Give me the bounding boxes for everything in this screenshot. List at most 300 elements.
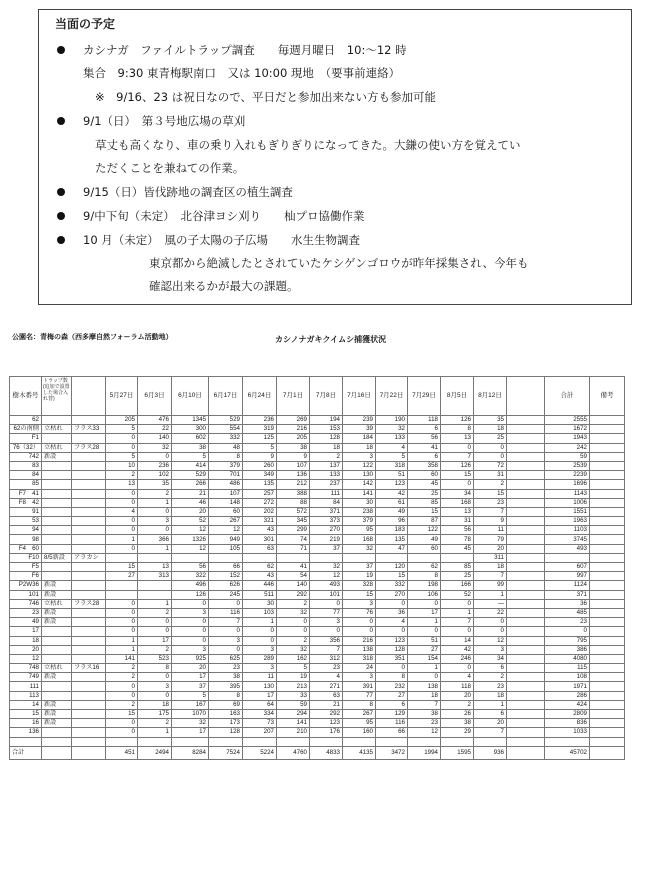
table-cell: 20: [474, 719, 507, 728]
schedule-line: 9/1（日） 第３号地広場の草刈: [83, 114, 246, 128]
table-cell: 5: [172, 691, 209, 700]
table-cell: 7: [209, 618, 243, 627]
table-cell: 0: [376, 599, 408, 608]
table-row: [10, 719, 625, 728]
table-cell: 1: [408, 664, 441, 673]
table-cell: [209, 737, 243, 746]
table-cell: 1326: [172, 535, 209, 544]
table-row: [10, 526, 625, 535]
table-cell: 37: [172, 682, 209, 691]
table-cell: [138, 581, 172, 590]
table-cell: 142: [343, 480, 376, 489]
table-cell: 141: [277, 719, 310, 728]
table-cell: 0: [138, 507, 172, 516]
table-cell: 246: [441, 654, 474, 663]
table-cell: 0: [106, 682, 138, 691]
table-cell: 18: [138, 700, 172, 709]
table-cell: 266: [172, 480, 209, 489]
table-cell: 205: [106, 416, 138, 425]
table-cell: [590, 471, 625, 480]
table-cell: 15: [474, 489, 507, 498]
table-cell: 257: [243, 489, 277, 498]
table-cell: 25: [441, 572, 474, 581]
table-cell: 0: [209, 627, 243, 636]
table-cell: [590, 645, 625, 654]
table-cell: 13: [441, 434, 474, 443]
table-cell: 242: [545, 443, 590, 452]
table-cell: [590, 544, 625, 553]
table-cell: 4080: [545, 654, 590, 663]
table-cell: [590, 563, 625, 572]
schedule-line: 9/中下旬（未定） 北谷津ヨシ刈り 杣プロ協働作業: [83, 209, 365, 223]
table-cell: 73: [243, 719, 277, 728]
table-cell: 0: [138, 627, 172, 636]
table-cell: 60: [408, 471, 441, 480]
table-cell: [590, 728, 625, 737]
column-header: 8月5日: [441, 377, 474, 416]
table-cell: 207: [243, 728, 277, 737]
table-cell: 32: [138, 443, 172, 452]
table-cell: 3: [343, 599, 376, 608]
table-cell: 395: [209, 682, 243, 691]
table-cell: [507, 627, 545, 636]
table-cell: 334: [243, 710, 277, 719]
table-cell: 391: [343, 682, 376, 691]
table-cell: 168: [441, 498, 474, 507]
table-cell: 31: [474, 471, 507, 480]
table-cell: 76: [343, 608, 376, 617]
tree-id-cell: 136: [10, 728, 42, 737]
table-cell: 523: [138, 654, 172, 663]
table-cell: 12: [408, 728, 441, 737]
table-cell: 新設: [42, 673, 72, 682]
table-cell: 2: [138, 608, 172, 617]
bullet-icon: [57, 212, 65, 220]
table-cell: [507, 728, 545, 737]
table-cell: 7: [474, 572, 507, 581]
table-cell: 118: [408, 416, 441, 425]
table-cell: [590, 664, 625, 673]
tree-id-cell: 12: [10, 654, 42, 663]
table-cell: 0: [376, 664, 408, 673]
table-cell: 56: [172, 563, 209, 572]
table-cell: [408, 553, 441, 562]
table-cell: 529: [172, 471, 209, 480]
table-cell: 0: [310, 627, 343, 636]
table-cell: 3: [172, 645, 209, 654]
table-cell: [545, 737, 590, 746]
table-cell: 2: [474, 673, 507, 682]
table-row: [10, 452, 625, 461]
column-header: 合計: [545, 377, 590, 416]
table-cell: 3: [343, 673, 376, 682]
table-cell: フラス28: [72, 599, 106, 608]
table-cell: [507, 498, 545, 507]
schedule-line: 集合 9:30 東青梅駅南口 又は 10:00 現地 （要事前連絡）: [83, 66, 401, 80]
table-cell: 59: [545, 452, 590, 461]
table-cell: [507, 618, 545, 627]
table-cell: 61: [376, 498, 408, 507]
table-cell: [72, 590, 106, 599]
table-cell: 122: [408, 526, 441, 535]
tree-id-cell: 14: [10, 700, 42, 709]
table-cell: 0: [545, 627, 590, 636]
table-cell: 107: [277, 461, 310, 470]
table-cell: [507, 746, 545, 759]
table-cell: 118: [441, 682, 474, 691]
table-cell: [590, 590, 625, 599]
table-cell: 63: [243, 544, 277, 553]
table-cell: 88: [277, 498, 310, 507]
table-cell: 414: [172, 461, 209, 470]
capture-table: [9, 376, 625, 760]
table-cell: 1070: [172, 710, 209, 719]
table-cell: [507, 691, 545, 700]
column-header: 6月3日: [138, 377, 172, 416]
table-cell: [507, 572, 545, 581]
table-cell: 0: [106, 544, 138, 553]
table-cell: 84: [310, 498, 343, 507]
table-cell: 15: [106, 710, 138, 719]
table-cell: [42, 498, 72, 507]
table-cell: 4135: [343, 746, 376, 759]
table-cell: 12: [172, 544, 209, 553]
table-cell: 62: [408, 563, 441, 572]
table-cell: [72, 452, 106, 461]
table-cell: 267: [343, 710, 376, 719]
table-cell: [277, 553, 310, 562]
table-cell: 936: [474, 746, 507, 759]
table-cell: 59: [277, 700, 310, 709]
table-cell: 8: [138, 664, 172, 673]
table-cell: 126: [441, 461, 474, 470]
table-cell: 701: [209, 471, 243, 480]
table-cell: 32: [310, 563, 343, 572]
table-row: [10, 700, 625, 709]
table-cell: 0: [277, 618, 310, 627]
table-row: [10, 461, 625, 470]
table-cell: 111: [310, 489, 343, 498]
table-cell: 37: [310, 544, 343, 553]
table-row: [10, 590, 625, 599]
column-header: [72, 377, 106, 416]
table-cell: 1: [138, 498, 172, 507]
schedule-line: 10 月（未定） 風の子太陽の子広場 水生生物調査: [83, 233, 361, 247]
table-cell: 4: [310, 673, 343, 682]
table-cell: 11: [243, 673, 277, 682]
table-cell: 19: [343, 572, 376, 581]
table-cell: 424: [545, 700, 590, 709]
table-cell: 2: [106, 673, 138, 682]
table-cell: [507, 563, 545, 572]
table-cell: 2: [277, 636, 310, 645]
table-cell: 2539: [545, 461, 590, 470]
column-header: [507, 377, 545, 416]
table-cell: [72, 507, 106, 516]
table-cell: 78: [441, 535, 474, 544]
table-cell: [590, 581, 625, 590]
table-cell: [310, 553, 343, 562]
table-cell: 176: [310, 728, 343, 737]
table-cell: 95: [343, 719, 376, 728]
table-cell: [590, 425, 625, 434]
table-cell: 27: [376, 691, 408, 700]
table-cell: 602: [172, 434, 209, 443]
table-cell: [507, 416, 545, 425]
table-cell: 135: [243, 480, 277, 489]
table-cell: [590, 553, 625, 562]
schedule-line: ただくことを兼ねての作業。: [95, 161, 245, 175]
table-cell: 35: [474, 416, 507, 425]
table-cell: 39: [343, 425, 376, 434]
table-cell: [507, 507, 545, 516]
table-cell: 626: [209, 581, 243, 590]
table-cell: 30: [243, 599, 277, 608]
table-cell: [72, 471, 106, 480]
tree-id-cell: 62: [10, 416, 42, 425]
table-cell: 新設: [42, 608, 72, 617]
table-cell: 0: [106, 719, 138, 728]
table-cell: 1: [408, 618, 441, 627]
table-cell: 43: [243, 572, 277, 581]
table-row: [10, 416, 625, 425]
table-cell: [507, 553, 545, 562]
table-cell: 60: [408, 544, 441, 553]
table-row: [10, 572, 625, 581]
table-cell: 13: [138, 563, 172, 572]
table-cell: 51: [376, 471, 408, 480]
table-cell: [42, 507, 72, 516]
tree-id-cell: F4 60: [10, 544, 42, 553]
table-cell: [441, 737, 474, 746]
table-cell: 0: [243, 636, 277, 645]
table-cell: 184: [343, 434, 376, 443]
table-cell: 572: [277, 507, 310, 516]
table-cell: 新設: [42, 710, 72, 719]
table-cell: [507, 480, 545, 489]
table-row: [10, 443, 625, 452]
table-cell: 立枯れ: [42, 425, 72, 434]
table-cell: 26: [441, 710, 474, 719]
table-cell: 133: [376, 434, 408, 443]
table-row: [10, 664, 625, 673]
table-cell: 388: [277, 489, 310, 498]
table-cell: 135: [376, 535, 408, 544]
table-cell: [507, 673, 545, 682]
table-cell: [42, 645, 72, 654]
table-cell: 0: [408, 673, 441, 682]
table-cell: 37: [343, 563, 376, 572]
table-cell: 371: [310, 507, 343, 516]
tree-id-cell: 18: [10, 636, 42, 645]
table-cell: 128: [209, 728, 243, 737]
table-cell: [507, 434, 545, 443]
table-cell: 486: [209, 480, 243, 489]
column-header: 7月22日: [376, 377, 408, 416]
table-cell: 313: [138, 572, 172, 581]
table-cell: [42, 636, 72, 645]
table-cell: 321: [243, 517, 277, 526]
table-cell: 130: [243, 682, 277, 691]
table-cell: 23: [474, 498, 507, 507]
table-cell: 23: [474, 682, 507, 691]
table-cell: 371: [545, 590, 590, 599]
table-cell: 6: [408, 452, 441, 461]
bullet-icon: [57, 188, 65, 196]
table-cell: 41: [408, 443, 441, 452]
table-cell: [507, 608, 545, 617]
schedule-line: カシナガ ファイルトラップ調査 毎週月曜日 10:～12 時: [83, 43, 407, 57]
table-cell: 新設: [42, 618, 72, 627]
table-row: [10, 425, 625, 434]
table-cell: 新設: [42, 590, 72, 599]
table-cell: 128: [376, 645, 408, 654]
table-cell: 35: [138, 480, 172, 489]
table-cell: 31: [441, 517, 474, 526]
table-cell: 154: [408, 654, 441, 663]
table-cell: 312: [310, 654, 343, 663]
table-cell: 0: [106, 599, 138, 608]
table-cell: 379: [209, 461, 243, 470]
table-cell: [310, 737, 343, 746]
table-cell: 立枯れ: [42, 443, 72, 452]
table-cell: 41: [277, 563, 310, 572]
tree-id-cell: 15: [10, 710, 42, 719]
schedule-heading: 当面の予定: [55, 17, 116, 31]
table-body: [10, 416, 625, 760]
table-cell: 166: [441, 581, 474, 590]
table-cell: 24: [343, 664, 376, 673]
table-cell: [42, 416, 72, 425]
table-cell: 0: [172, 627, 209, 636]
table-cell: 18: [474, 563, 507, 572]
total-row: [10, 746, 625, 759]
table-cell: 12: [474, 636, 507, 645]
table-cell: フラス28: [72, 443, 106, 452]
table-cell: 20: [474, 544, 507, 553]
table-cell: [72, 728, 106, 737]
table-cell: 15: [376, 572, 408, 581]
table-cell: 34: [441, 489, 474, 498]
table-cell: 2: [474, 480, 507, 489]
table-cell: 125: [243, 434, 277, 443]
table-cell: 4760: [277, 746, 310, 759]
table-cell: 38: [209, 673, 243, 682]
table-cell: [590, 489, 625, 498]
table-cell: 123: [310, 719, 343, 728]
table-cell: 836: [545, 719, 590, 728]
table-cell: 0: [106, 526, 138, 535]
table-cell: 0: [106, 618, 138, 627]
table-cell: [408, 737, 441, 746]
table-cell: 11: [474, 526, 507, 535]
table-cell: 33: [277, 691, 310, 700]
table-cell: 300: [172, 425, 209, 434]
table-cell: 17: [172, 728, 209, 737]
table-cell: [590, 737, 625, 746]
table-cell: 1103: [545, 526, 590, 535]
table-cell: 45: [441, 544, 474, 553]
column-header: 8月12日: [474, 377, 507, 416]
table-row: [10, 645, 625, 654]
table-cell: 0: [441, 443, 474, 452]
table-cell: [590, 746, 625, 759]
table-cell: 153: [310, 425, 343, 434]
table-cell: 7524: [209, 746, 243, 759]
table-cell: 173: [209, 719, 243, 728]
table-cell: [42, 489, 72, 498]
table-header-row: [10, 377, 625, 416]
tree-id-cell: 16: [10, 719, 42, 728]
table-cell: 997: [545, 572, 590, 581]
table-cell: 51: [408, 636, 441, 645]
table-cell: 103: [243, 608, 277, 617]
table-cell: 0: [209, 599, 243, 608]
table-cell: 32: [172, 719, 209, 728]
table-cell: 0: [106, 434, 138, 443]
table-cell: 17: [408, 608, 441, 617]
table-cell: 925: [172, 654, 209, 663]
table-cell: 4833: [310, 746, 343, 759]
table-cell: [507, 461, 545, 470]
tree-id-cell: 111: [10, 682, 42, 691]
table-cell: 183: [376, 526, 408, 535]
table-row: [10, 498, 625, 507]
table-cell: 554: [209, 425, 243, 434]
table-cell: 22: [474, 608, 507, 617]
table-cell: 451: [106, 746, 138, 759]
table-cell: 0: [138, 452, 172, 461]
table-cell: 23: [408, 719, 441, 728]
table-row: [10, 553, 625, 562]
table-cell: フラス16: [72, 664, 106, 673]
table-cell: 101: [310, 590, 343, 599]
table-cell: [590, 434, 625, 443]
tree-id-cell: 62の南側: [10, 425, 42, 434]
table-cell: 140: [138, 434, 172, 443]
column-header: 6月17日: [209, 377, 243, 416]
table-cell: [42, 682, 72, 691]
table-cell: 18: [474, 691, 507, 700]
table-cell: 213: [277, 682, 310, 691]
table-cell: 476: [138, 416, 172, 425]
table-cell: 4: [441, 673, 474, 682]
table-cell: 318: [343, 654, 376, 663]
table-cell: 239: [343, 416, 376, 425]
table-cell: [72, 737, 106, 746]
table-cell: 115: [545, 664, 590, 673]
table-cell: 2: [138, 489, 172, 498]
table-cell: 87: [408, 517, 441, 526]
table-cell: 373: [310, 517, 343, 526]
table-cell: 162: [277, 654, 310, 663]
table-cell: [590, 461, 625, 470]
schedule-line: 確認出来るかが最大の課題。: [149, 279, 299, 293]
table-cell: 2555: [545, 416, 590, 425]
table-row: [10, 507, 625, 516]
table-cell: 236: [243, 416, 277, 425]
table-cell: 152: [209, 572, 243, 581]
tree-id-cell: 20: [10, 645, 42, 654]
table-cell: [507, 645, 545, 654]
table-cell: 1: [138, 728, 172, 737]
table-cell: 1: [106, 535, 138, 544]
table-cell: 126: [441, 416, 474, 425]
table-cell: 13: [441, 507, 474, 516]
tree-id-cell: F1: [10, 434, 42, 443]
table-cell: 289: [243, 654, 277, 663]
table-cell: 141: [343, 489, 376, 498]
